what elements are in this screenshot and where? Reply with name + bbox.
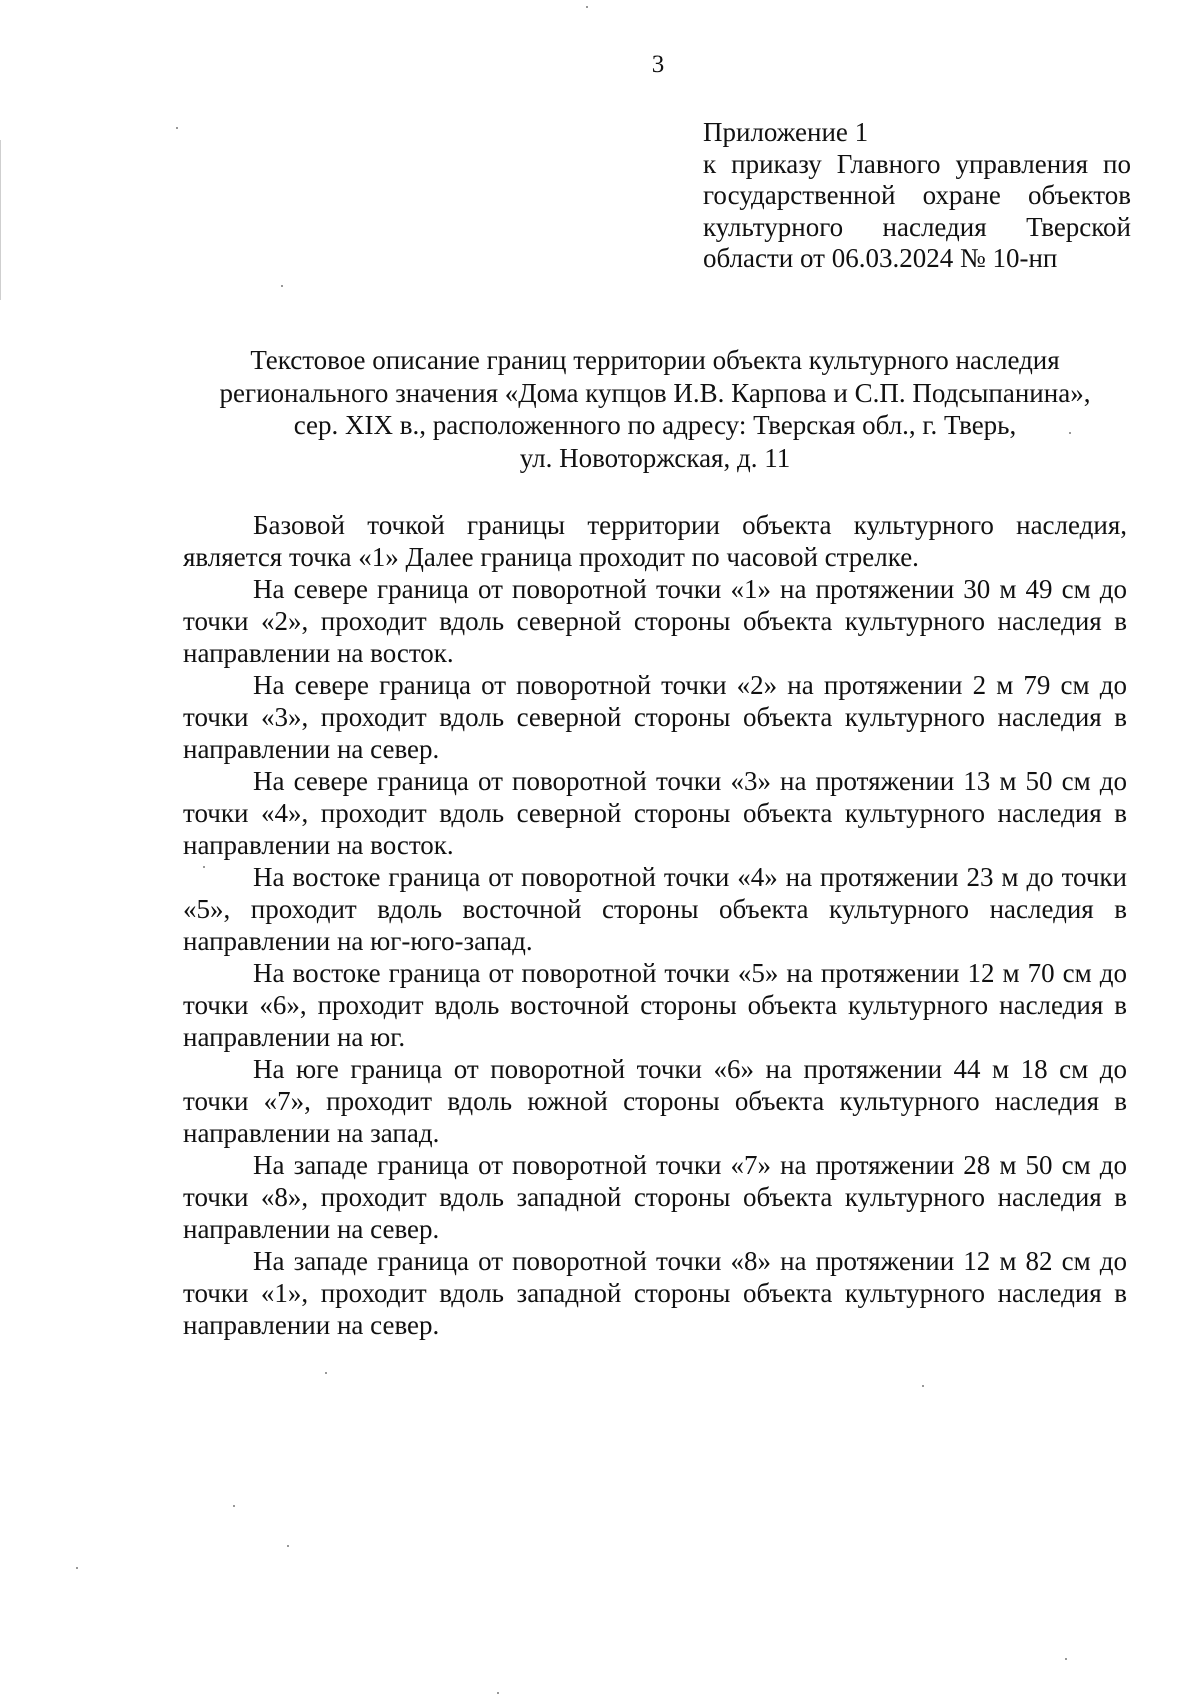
scan-speck — [233, 1505, 235, 1507]
scan-speck — [325, 1372, 327, 1374]
scan-speck — [287, 1545, 289, 1547]
appendix-header — [703, 117, 1131, 275]
scan-speck — [1065, 1658, 1067, 1660]
paragraph-segment-8-1: На западе граница от поворотной точки «8» на протяжении 12 м 82 см до точки «1», проходит вдоль западной стороны объекта культурного наследия в направлении на север. — [183, 1246, 1127, 1340]
appendix-order-reference: к приказу Главного управления по государственной охране объектов культурного наследия Тверской области от 06.03.2024 № 10-нп — [703, 148, 1131, 273]
document-body — [183, 509, 1127, 1341]
title-line: регионального значения «Дома купцов И.В. Карпова и С.П. Подсыпанина», — [219, 377, 1091, 408]
paragraph-segment-4-5: На востоке граница от поворотной точки «4» на протяжении 23 м до точки «5», проходит вдоль восточной стороны объекта культурного наследия в направлении на юг-юго-запад. — [183, 862, 1127, 956]
paragraph-segment-1-2: На севере граница от поворотной точки «1» на протяжении 30 м 49 см до точки «2», проходит вдоль северной стороны объекта культурного наследия в направлении на восток. — [183, 574, 1127, 668]
paragraph-segment-7-8: На западе граница от поворотной точки «7» на протяжении 28 м 50 см до точки «8», проходит вдоль западной стороны объекта культурного наследия в направлении на север. — [183, 1150, 1127, 1244]
scan-speck — [497, 1692, 499, 1694]
scan-speck — [1069, 432, 1071, 434]
scan-speck — [586, 6, 588, 8]
scan-speck — [203, 866, 205, 868]
paragraph-segment-3-4: На севере граница от поворотной точки «3» на протяжении 13 м 50 см до точки «4», проходит вдоль северной стороны объекта культурного наследия в направлении на восток. — [183, 766, 1127, 860]
paragraph-segment-6-7: На юге граница от поворотной точки «6» на протяжении 44 м 18 см до точки «7», проходит вдоль южной стороны объекта культурного наследия в направлении на запад. — [183, 1054, 1127, 1148]
appendix-label: Приложение 1 — [703, 117, 869, 147]
title-line: сер. XIX в., расположенного по адресу: Тверская обл., г. Тверь, — [293, 410, 1017, 440]
paragraph-base-point: Базовой точкой границы территории объекта культурного наследия, является точка «1» Далее граница проходит по часовой стрелке. — [183, 510, 1127, 572]
scan-edge-line — [0, 140, 1, 300]
scan-speck — [922, 1385, 924, 1387]
page-number: 3 — [651, 51, 665, 78]
scan-speck — [281, 285, 283, 287]
paragraph-segment-5-6: На востоке граница от поворотной точки «5» на протяжении 12 м 70 см до точки «6», проходит вдоль восточной стороны объекта культурного наследия в направлении на юг. — [183, 958, 1127, 1052]
document-title — [180, 344, 1130, 474]
scan-speck — [76, 1567, 78, 1569]
scan-speck — [176, 127, 178, 129]
title-line: Текстовое описание границ территории объекта культурного наследия — [250, 345, 1060, 375]
title-line: ул. Новоторжская, д. 11 — [519, 442, 791, 473]
paragraph-segment-2-3: На севере граница от поворотной точки «2» на протяжении 2 м 79 см до точки «3», проходит вдоль северной стороны объекта культурного наследия в направлении на север. — [183, 670, 1127, 764]
